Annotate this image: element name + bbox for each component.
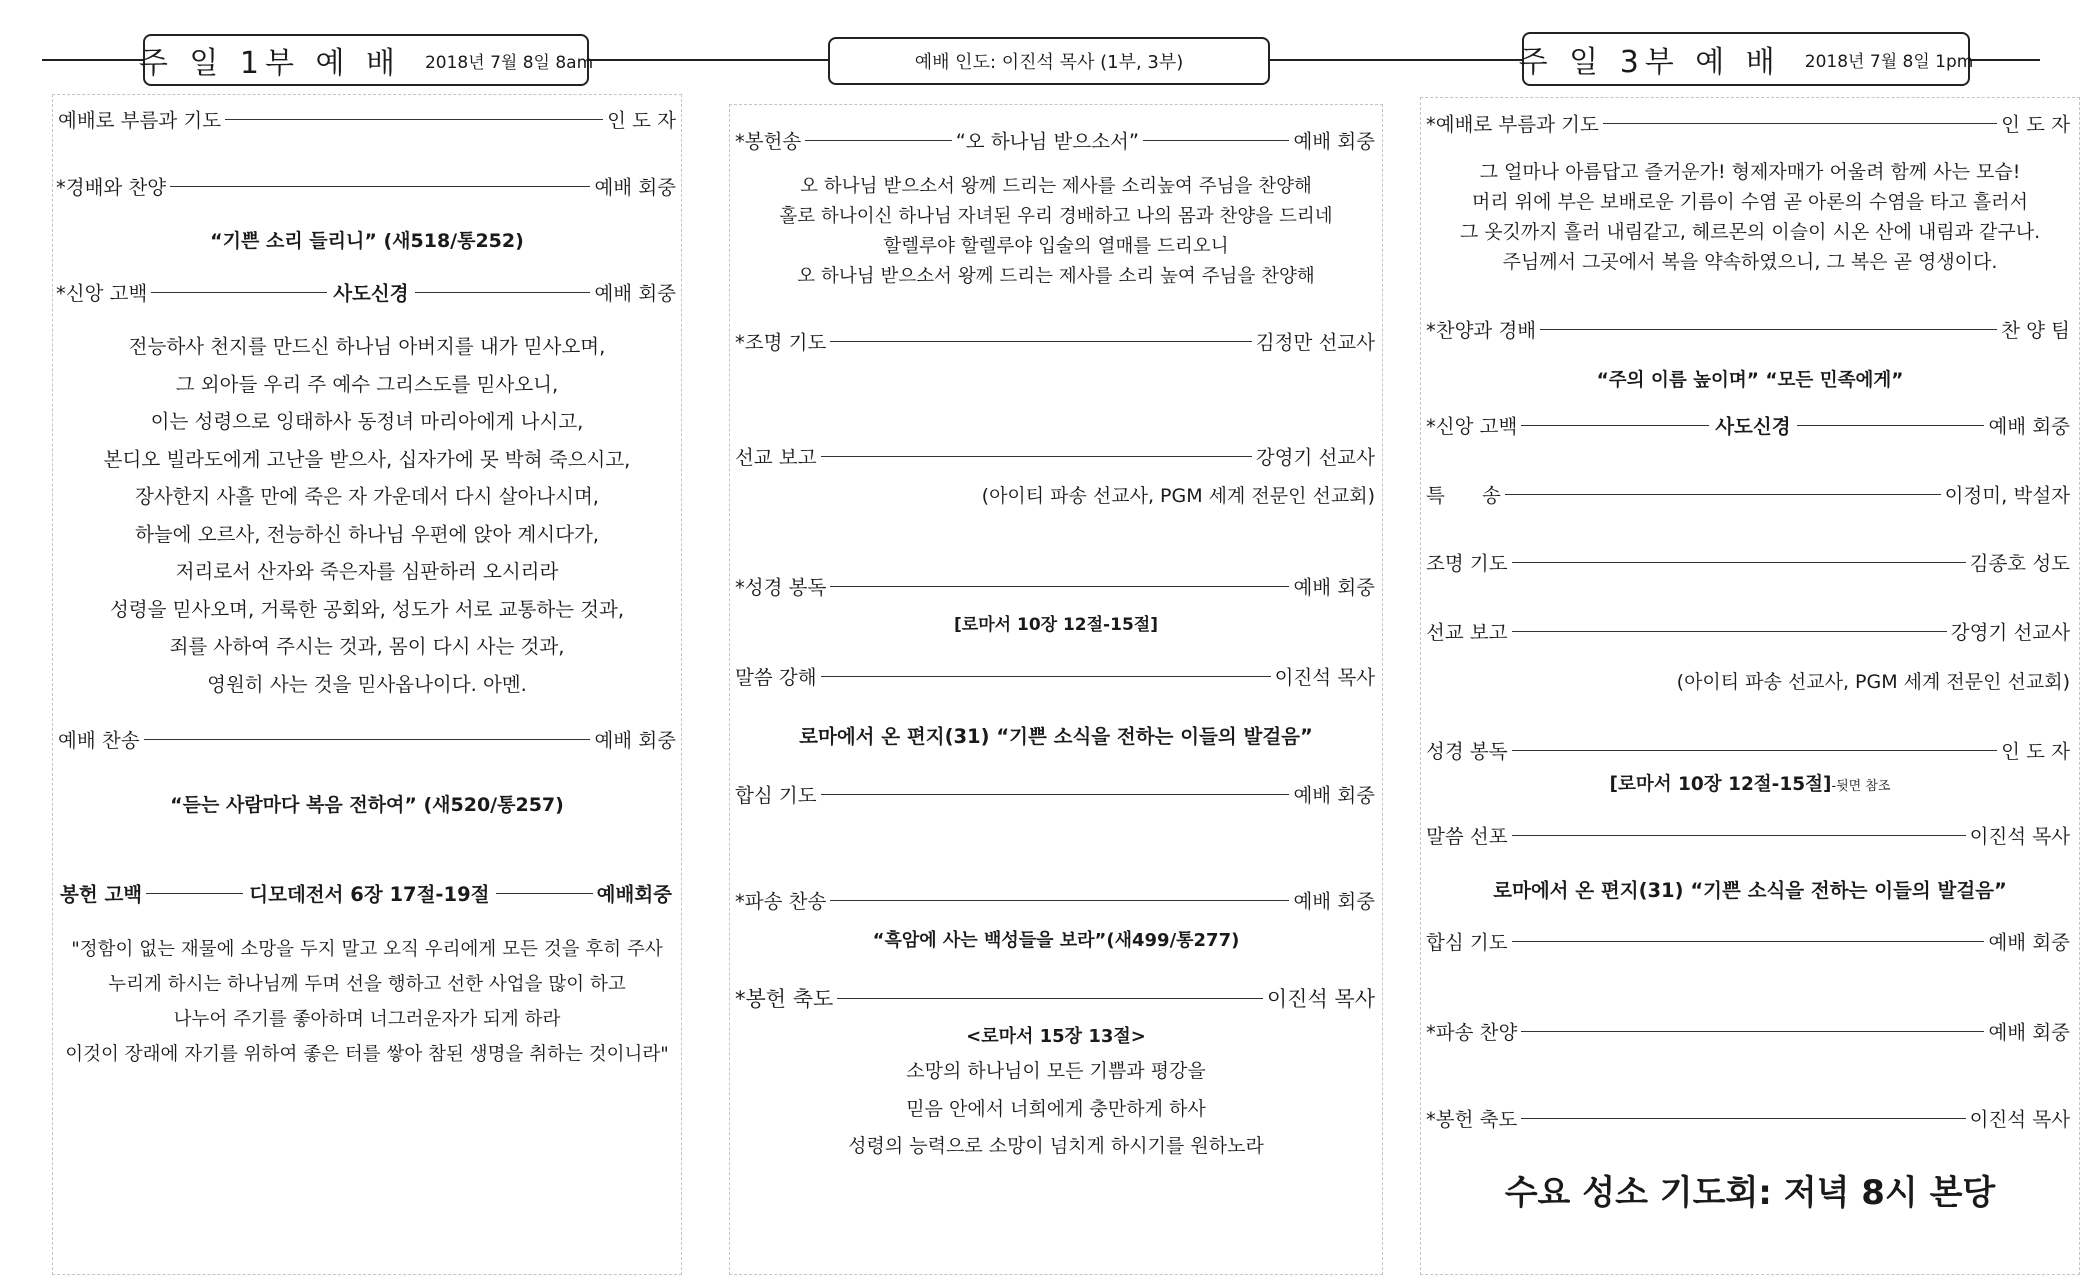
order-item: 선교 보고 강영기 선교사 (735, 446, 1375, 469)
order-item: *경배와 찬양 예배 회중 (56, 176, 676, 199)
prayer-meeting-announcement: 수요 성소 기도회: 저녁 8시 본당 (1504, 1173, 1996, 1213)
scripture-note: -뒷면 참조 (1831, 779, 1891, 794)
order-item: *봉헌 축도 이진석 목사 (735, 987, 1375, 1011)
header-right-box (1518, 32, 1974, 86)
scripture-reference-row (1420, 770, 2080, 796)
worship-leader: 예배 인도: 이진석 목사 (1부, 3부) (914, 52, 1184, 73)
order-item: 선교 보고 강영기 선교사 (1426, 621, 2070, 644)
hymn-title: “흑암에 사는 백성들을 보라”(새499/통277) (872, 930, 1240, 951)
apostles-creed: 전능하사 천지를 만드신 하나님 아버지를 내가 믿사오며, 그 외아들 우리 주 예수 그리스도를 믿사오니, 이는 성령으로 잉태하사 동정녀 마리아에게 나시고, 본디오 빌라도에게 고난을 받으사, 십자가에 못 박혀 죽으시고, 장사한지 사흘 만에 죽은 자 가운데서 다시 살아나시며, 하늘에 오르사, 전능하신 하나님 우편에 앉아 계시다가, 저리로서 산자와 죽은자를 심판하러 오시리라 성령을 믿사오며, 거룩한 공회와, 성도가 서로 교통하는 것과, 죄를 사하여 주시는 것과, 몸이 다시 사는 것과, 영원히 사는 것을 믿사옵나이다. 아멘. (103, 335, 631, 696)
scripture-reference: [로마서 10장 12절-15절] (1609, 774, 1832, 795)
service-title-3: 주 일 3부 예 배 (1518, 45, 1781, 80)
order-item: *성경 봉독 예배 회중 (735, 576, 1375, 599)
service-date-3: 2018년 7월 8일 1pm (1804, 51, 1974, 72)
order-item: *파송 찬양 예배 회중 (1426, 1021, 2070, 1044)
sermon-title: 로마에서 온 편지(31) “기쁜 소식을 전하는 이들의 발걸음” (799, 725, 1313, 748)
order-item: *조명 기도 김정만 선교사 (735, 331, 1375, 354)
order-item: 합심 기도 예배 회중 (735, 784, 1375, 807)
praise-songs: “주의 이름 높이며” “모든 민족에게” (1596, 370, 1904, 391)
order-item: 예배로 부름과 기도 인 도 자 (58, 109, 676, 132)
offering-verse: "정함이 없는 재물에 소망을 두지 말고 오직 우리에게 모든 것을 후히 주사 누리게 하시는 하나님께 두며 선을 행하고 선한 사업을 많이 하고 나누어 주기를 좋아하며 너그러운자가 되게 하라 이것이 장래에 자기를 위하여 좋은 터를 쌓아 참된 생명을 취하는 것이니라" (65, 939, 669, 1065)
order-item: *예배로 부름과 기도 인 도 자 (1426, 113, 2070, 136)
mission-note: (아이티 파송 선교사, PGM 세계 전문인 선교회) (1676, 671, 2070, 693)
header-center-box (828, 37, 1270, 85)
order-item: 합심 기도 예배 회중 (1426, 931, 2070, 954)
order-item: *신앙 고백 사도신경 예배 회중 (56, 282, 677, 305)
hymn-title: “듣는 사람마다 복음 전하여” (새520/통257) (170, 794, 564, 816)
order-item: 봉헌 고백 디모데전서 6장 17절-19절 예배회중 (60, 883, 672, 906)
order-item: 특 송 이정미, 박설자 (1426, 484, 2070, 507)
order-item: *파송 찬송 예배 회중 (735, 890, 1375, 913)
offering-song-lyrics: 오 하나님 받으소서 왕께 드리는 제사를 소리높여 주님을 찬양해 홀로 하나이신 하나님 자녀된 우리 경배하고 나의 몸과 찬양을 드리네 할렐루야 할렐루야 입술의 열매를 드리오니 오 하나님 받으소서 왕께 드리는 제사를 소리 높여 주님을 찬양해 (779, 176, 1333, 287)
hymn-title: “기쁜 소리 들리니” (새518/통252) (210, 230, 524, 252)
header-left-box (138, 34, 594, 86)
order-item: 조명 기도 김종호 성도 (1426, 552, 2070, 575)
blessing-reference: <로마서 15장 13절> (966, 1026, 1146, 1047)
order-item: 말씀 강해 이진석 목사 (735, 666, 1375, 689)
benediction: 소망의 하나님이 모든 기쁨과 평강을 믿음 안에서 너희에게 충만하게 하사 성령의 능력으로 소망이 넘치게 하시기를 원하노라 (848, 1060, 1264, 1157)
service-title-1: 주 일 1부 예 배 (138, 46, 401, 81)
order-item: *찬양과 경배 찬 양 팀 (1426, 319, 2070, 342)
order-item: 말씀 선포 이진석 목사 (1426, 825, 2070, 848)
order-item: *신앙 고백 사도신경 예배 회중 (1426, 415, 2071, 438)
service-date-1: 2018년 7월 8일 8am (424, 52, 594, 73)
sermon-title: 로마에서 온 편지(31) “기쁜 소식을 전하는 이들의 발걸음” (1493, 879, 2007, 902)
order-item: *봉헌 축도 이진석 목사 (1426, 1108, 2070, 1131)
mission-note: (아이티 파송 선교사, PGM 세계 전문인 선교회) (981, 485, 1375, 507)
order-item: 예배 찬송 예배 회중 (58, 729, 676, 752)
call-to-worship-verse: 그 얼마나 아름답고 즐거운가! 형제자매가 어울려 함께 사는 모습! 머리 위에 부은 보배로운 기름이 수염 곧 아론의 수염을 타고 흘러서 그 옷깃까지 흘러 내림같고, 헤르몬의 이슬이 시온 산에 내림과 같구나. 주님께서 그곳에서 복을 약속하였으니, 그 복은 곧 영생이다. (1459, 161, 2041, 273)
scripture-reference: [로마서 10장 12절-15절] (954, 615, 1158, 635)
order-item: 성경 봉독 인 도 자 (1426, 740, 2070, 763)
order-item: *봉헌송 “오 하나님 받으소서” 예배 회중 (735, 130, 1375, 153)
